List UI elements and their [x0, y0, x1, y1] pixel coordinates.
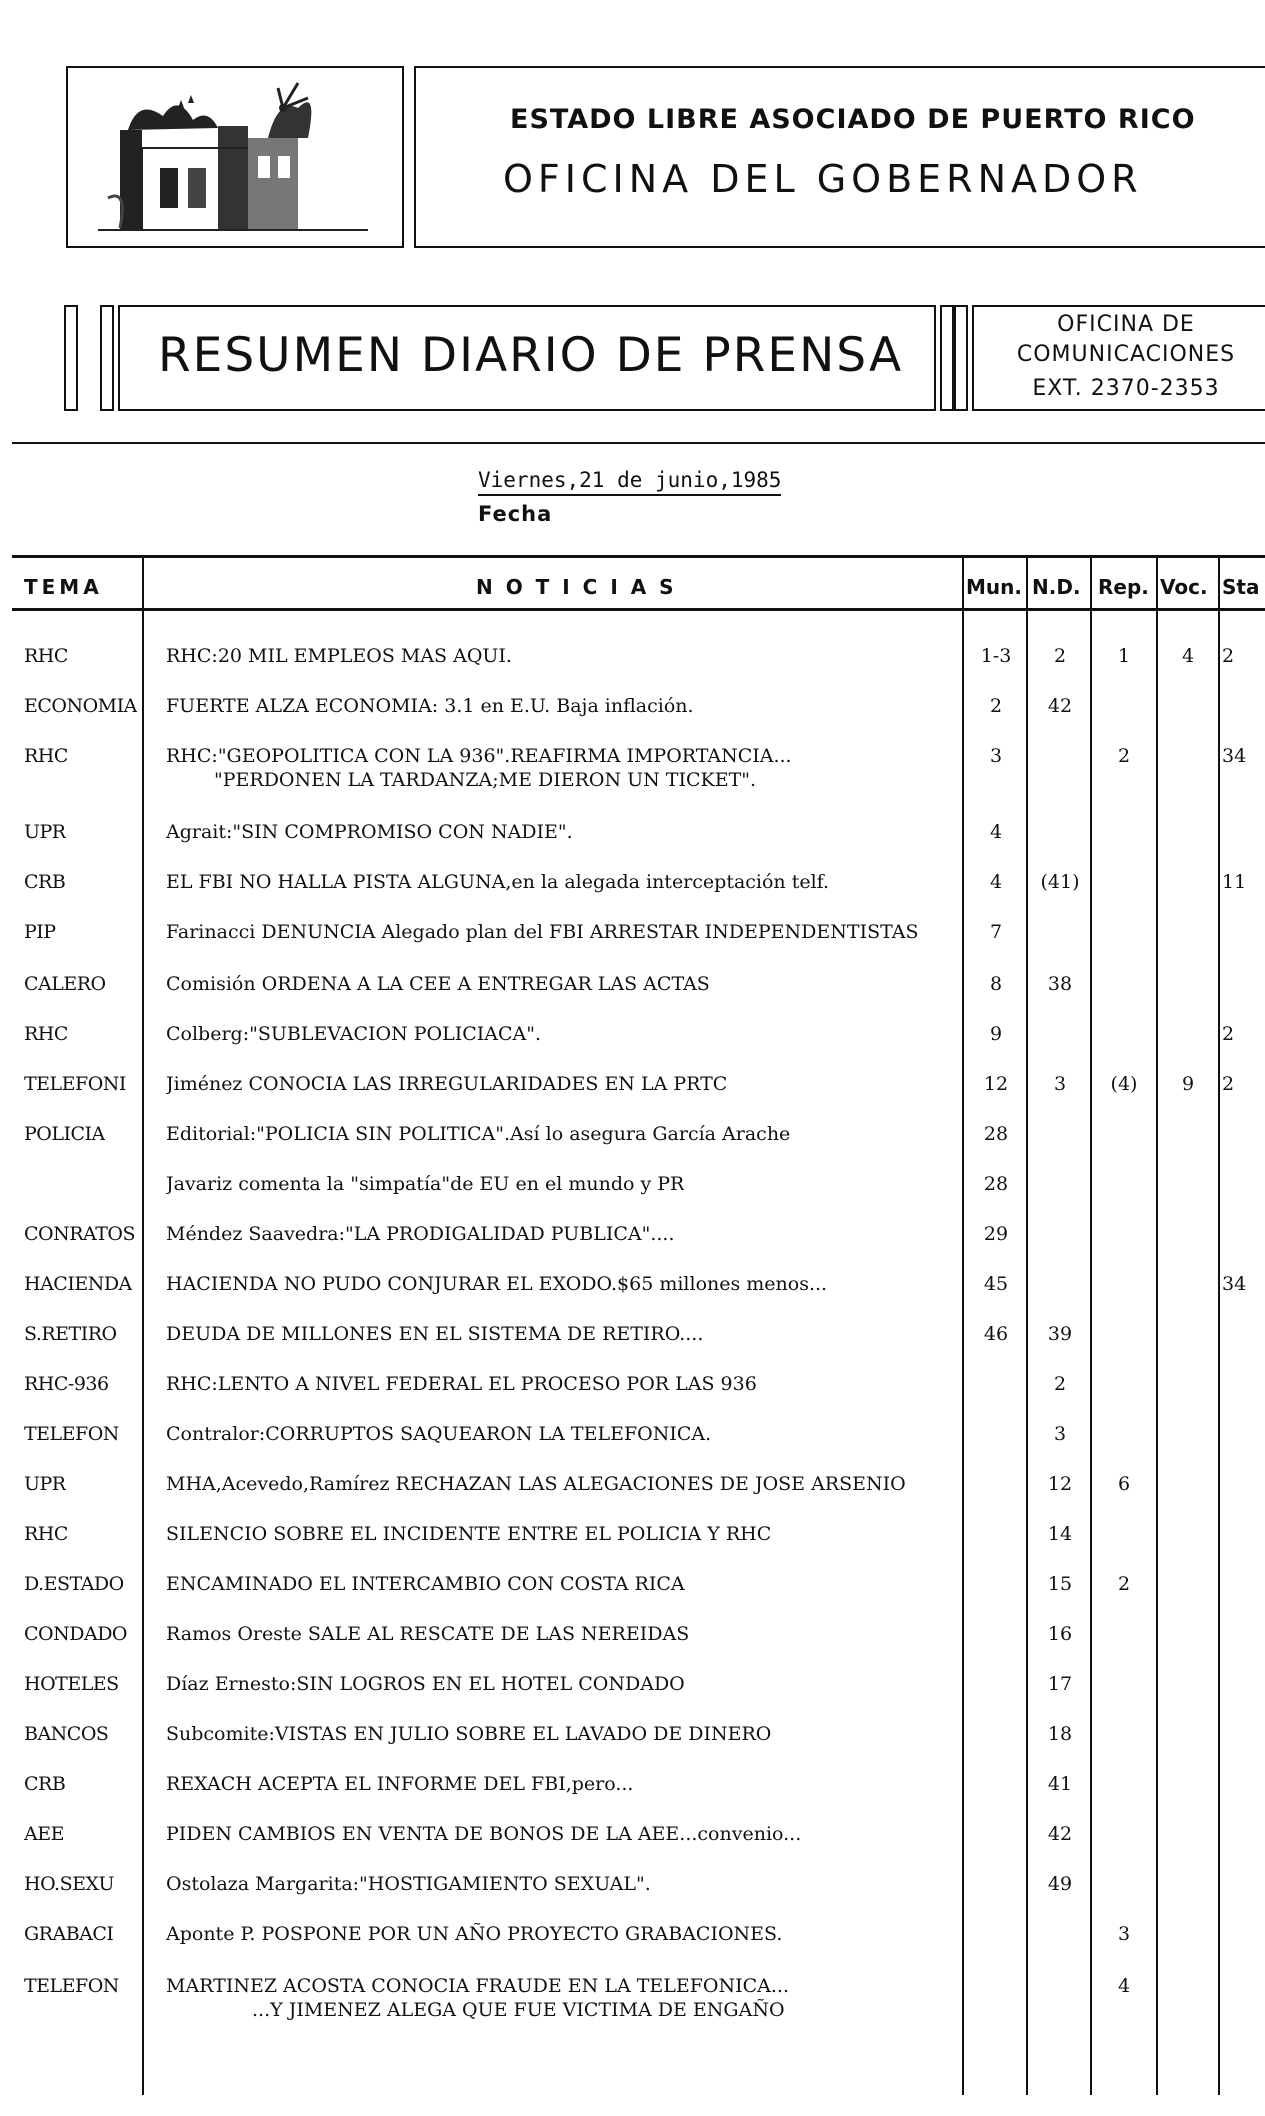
noticia-cell: RHC:20 MIL EMPLEOS MAS AQUI.	[166, 645, 512, 667]
mun-cell: 9	[989, 1023, 1003, 1045]
col-divider-nd	[1090, 555, 1092, 2095]
seal-box	[66, 66, 404, 248]
noticia-cell: Javariz comenta la "simpatía"de EU en el mundo y PR	[166, 1173, 685, 1195]
noticia-cell: Comisión ORDENA A LA CEE A ENTREGAR LAS ACTAS	[166, 973, 710, 995]
tema-cell: D.ESTADO	[24, 1573, 124, 1595]
mun-cell: 45	[983, 1273, 1009, 1295]
nd-cell: 14	[1047, 1523, 1073, 1545]
comm-line-1: OFICINA DE	[1057, 312, 1195, 337]
tema-cell: CONRATOS	[24, 1223, 135, 1245]
rep-cell: 1	[1117, 645, 1131, 667]
table-header-rule	[12, 608, 1265, 611]
col-header-tema: TEMA	[24, 575, 103, 599]
nd-cell: 2	[1053, 645, 1067, 667]
tema-cell: RHC	[24, 645, 68, 667]
tema-cell: HACIENDA	[24, 1273, 132, 1295]
noticia-cell-line2: ...Y JIMENEZ ALEGA QUE FUE VICTIMA DE ENGAÑO	[252, 1999, 785, 2021]
nd-cell: 16	[1047, 1623, 1073, 1645]
noticia-cell: Contralor:CORRUPTOS SAQUEARON LA TELEFONICA.	[166, 1423, 712, 1445]
noticia-cell-line2: "PERDONEN LA TARDANZA;ME DIERON UN TICKET".	[214, 769, 757, 791]
tema-cell: CONDADO	[24, 1623, 128, 1645]
tema-cell: HOTELES	[24, 1673, 119, 1695]
noticia-cell: Subcomite:VISTAS EN JULIO SOBRE EL LAVADO DE DINERO	[166, 1723, 772, 1745]
banner-bar-right-2	[954, 305, 968, 411]
nd-cell: 15	[1047, 1573, 1073, 1595]
fortaleza-illustration	[68, 68, 402, 246]
nd-cell: 42	[1047, 1823, 1073, 1845]
noticia-cell: Farinacci DENUNCIA Alegado plan del FBI ARRESTAR INDEPENDENTISTAS	[166, 921, 919, 943]
rep-cell: 2	[1117, 1573, 1131, 1595]
noticia-cell: Méndez Saavedra:"LA PRODIGALIDAD PUBLICA"....	[166, 1223, 675, 1245]
mun-cell: 1-3	[980, 645, 1012, 667]
mun-cell: 8	[989, 973, 1003, 995]
banner-bar-left-2	[100, 305, 114, 411]
tema-cell: GRABACI	[24, 1923, 114, 1945]
col-divider-noticias	[962, 555, 964, 2095]
tema-cell: RHC	[24, 1023, 68, 1045]
noticia-cell: ENCAMINADO EL INTERCAMBIO CON COSTA RICA	[166, 1573, 685, 1595]
tema-cell: RHC	[24, 745, 68, 767]
tema-cell: RHC-936	[24, 1373, 109, 1395]
star-cell: 2	[1222, 1023, 1235, 1045]
noticia-cell: Aponte P. POSPONE POR UN AÑO PROYECTO GRABACIONES.	[166, 1923, 783, 1945]
star-cell: 2	[1222, 645, 1235, 667]
nd-cell: 39	[1047, 1323, 1073, 1345]
tema-cell: CALERO	[24, 973, 106, 995]
col-header-star: Sta	[1222, 575, 1260, 599]
mun-cell: 2	[989, 695, 1003, 717]
rep-cell: 3	[1117, 1923, 1131, 1945]
tema-cell: PIP	[24, 921, 56, 943]
office-line: OFICINA DEL GOBERNADOR	[503, 157, 1143, 201]
noticia-cell: Agrait:"SIN COMPROMISO CON NADIE".	[166, 821, 573, 843]
comm-line-2: COMUNICACIONES	[1016, 342, 1236, 367]
star-cell: 11	[1222, 871, 1247, 893]
mun-cell: 12	[983, 1073, 1009, 1095]
star-cell: 34	[1222, 1273, 1247, 1295]
tema-cell: S.RETIRO	[24, 1323, 117, 1345]
col-divider-voc	[1218, 555, 1220, 2095]
noticia-cell: PIDEN CAMBIOS EN VENTA DE BONOS DE LA AEE...convenio...	[166, 1823, 802, 1845]
agency-line: ESTADO LIBRE ASOCIADO DE PUERTO RICO	[510, 104, 1196, 135]
tema-cell: UPR	[24, 1473, 66, 1495]
rep-cell: 4	[1117, 1975, 1131, 1997]
tema-cell: TELEFONI	[24, 1073, 126, 1095]
header-rule	[12, 442, 1265, 444]
table-top-rule	[12, 555, 1265, 558]
star-cell: 34	[1222, 745, 1247, 767]
mun-cell: 28	[983, 1123, 1009, 1145]
banner-bar-left-1	[64, 305, 78, 411]
banner-bar-right-1	[940, 305, 954, 411]
nd-cell: 38	[1047, 973, 1073, 995]
noticia-cell: MARTINEZ ACOSTA CONOCIA FRAUDE EN LA TELEFONICA...	[166, 1975, 790, 1997]
tema-cell: TELEFON	[24, 1423, 119, 1445]
nd-cell: 42	[1047, 695, 1073, 717]
mun-cell: 46	[983, 1323, 1009, 1345]
noticia-cell: Editorial:"POLICIA SIN POLITICA".Así lo asegura García Arache	[166, 1123, 791, 1145]
tema-cell: HO.SEXU	[24, 1873, 114, 1895]
tema-cell: UPR	[24, 821, 66, 843]
rep-cell: 2	[1117, 745, 1131, 767]
tema-cell: BANCOS	[24, 1723, 109, 1745]
tema-cell: RHC	[24, 1523, 68, 1545]
col-header-nd: N.D.	[1032, 575, 1081, 599]
mun-cell: 3	[989, 745, 1003, 767]
nd-cell: (41)	[1040, 871, 1080, 893]
rep-cell: (4)	[1110, 1073, 1138, 1095]
nd-cell: 3	[1053, 1073, 1067, 1095]
mun-cell: 29	[983, 1223, 1009, 1245]
noticia-cell: Ramos Oreste SALE AL RESCATE DE LAS NEREIDAS	[166, 1623, 690, 1645]
nd-cell: 12	[1047, 1473, 1073, 1495]
noticia-cell: EL FBI NO HALLA PISTA ALGUNA,en la alegada interceptación telf.	[166, 871, 830, 893]
col-header-noticias: N O T I C I A S	[476, 575, 677, 599]
tema-cell: POLICIA	[24, 1123, 105, 1145]
voc-cell: 4	[1181, 645, 1195, 667]
tema-cell: TELEFON	[24, 1975, 119, 1997]
banner-title: RESUMEN DIARIO DE PRENSA	[158, 328, 904, 383]
rep-cell: 6	[1117, 1473, 1131, 1495]
noticia-cell: SILENCIO SOBRE EL INCIDENTE ENTRE EL POLICIA Y RHC	[166, 1523, 772, 1545]
col-divider-rep	[1156, 555, 1158, 2095]
noticia-cell: Díaz Ernesto:SIN LOGROS EN EL HOTEL CONDADO	[166, 1673, 685, 1695]
date-value: Viernes,21 de junio,1985	[478, 468, 781, 496]
date-label: Fecha	[478, 502, 553, 526]
nd-cell: 2	[1053, 1373, 1067, 1395]
noticia-cell: DEUDA DE MILLONES EN EL SISTEMA DE RETIRO....	[166, 1323, 704, 1345]
tema-cell: ECONOMIA	[24, 695, 137, 717]
nd-cell: 18	[1047, 1723, 1073, 1745]
tema-cell: CRB	[24, 1773, 66, 1795]
noticia-cell: HACIENDA NO PUDO CONJURAR EL EXODO.$65 millones menos...	[166, 1273, 828, 1295]
col-divider-mun	[1026, 555, 1028, 2095]
col-header-voc: Voc.	[1160, 575, 1208, 599]
noticia-cell: MHA,Acevedo,Ramírez RECHAZAN LAS ALEGACIONES DE JOSE ARSENIO	[166, 1473, 906, 1495]
col-divider-tema	[142, 555, 144, 2095]
comm-line-3: EXT. 2370-2353	[1032, 376, 1220, 401]
tema-cell: CRB	[24, 871, 66, 893]
noticia-cell: REXACH ACEPTA EL INFORME DEL FBI,pero...	[166, 1773, 634, 1795]
mun-cell: 28	[983, 1173, 1009, 1195]
noticia-cell: FUERTE ALZA ECONOMIA: 3.1 en E.U. Baja inflación.	[166, 695, 694, 717]
noticia-cell: Colberg:"SUBLEVACION POLICIACA".	[166, 1023, 542, 1045]
mun-cell: 4	[989, 821, 1003, 843]
nd-cell: 3	[1053, 1423, 1067, 1445]
noticia-cell: Jiménez CONOCIA LAS IRREGULARIDADES EN LA PRTC	[166, 1073, 728, 1095]
voc-cell: 9	[1181, 1073, 1195, 1095]
star-cell: 2	[1222, 1073, 1235, 1095]
col-header-mun: Mun.	[966, 575, 1022, 599]
tema-cell: AEE	[24, 1823, 64, 1845]
nd-cell: 49	[1047, 1873, 1073, 1895]
nd-cell: 17	[1047, 1673, 1073, 1695]
mun-cell: 7	[989, 921, 1003, 943]
col-header-rep: Rep.	[1098, 575, 1149, 599]
noticia-cell: RHC:"GEOPOLITICA CON LA 936".REAFIRMA IMPORTANCIA...	[166, 745, 792, 767]
noticia-cell: Ostolaza Margarita:"HOSTIGAMIENTO SEXUAL".	[166, 1873, 651, 1895]
nd-cell: 41	[1047, 1773, 1073, 1795]
mun-cell: 4	[989, 871, 1003, 893]
noticia-cell: RHC:LENTO A NIVEL FEDERAL EL PROCESO POR LAS 936	[166, 1373, 757, 1395]
